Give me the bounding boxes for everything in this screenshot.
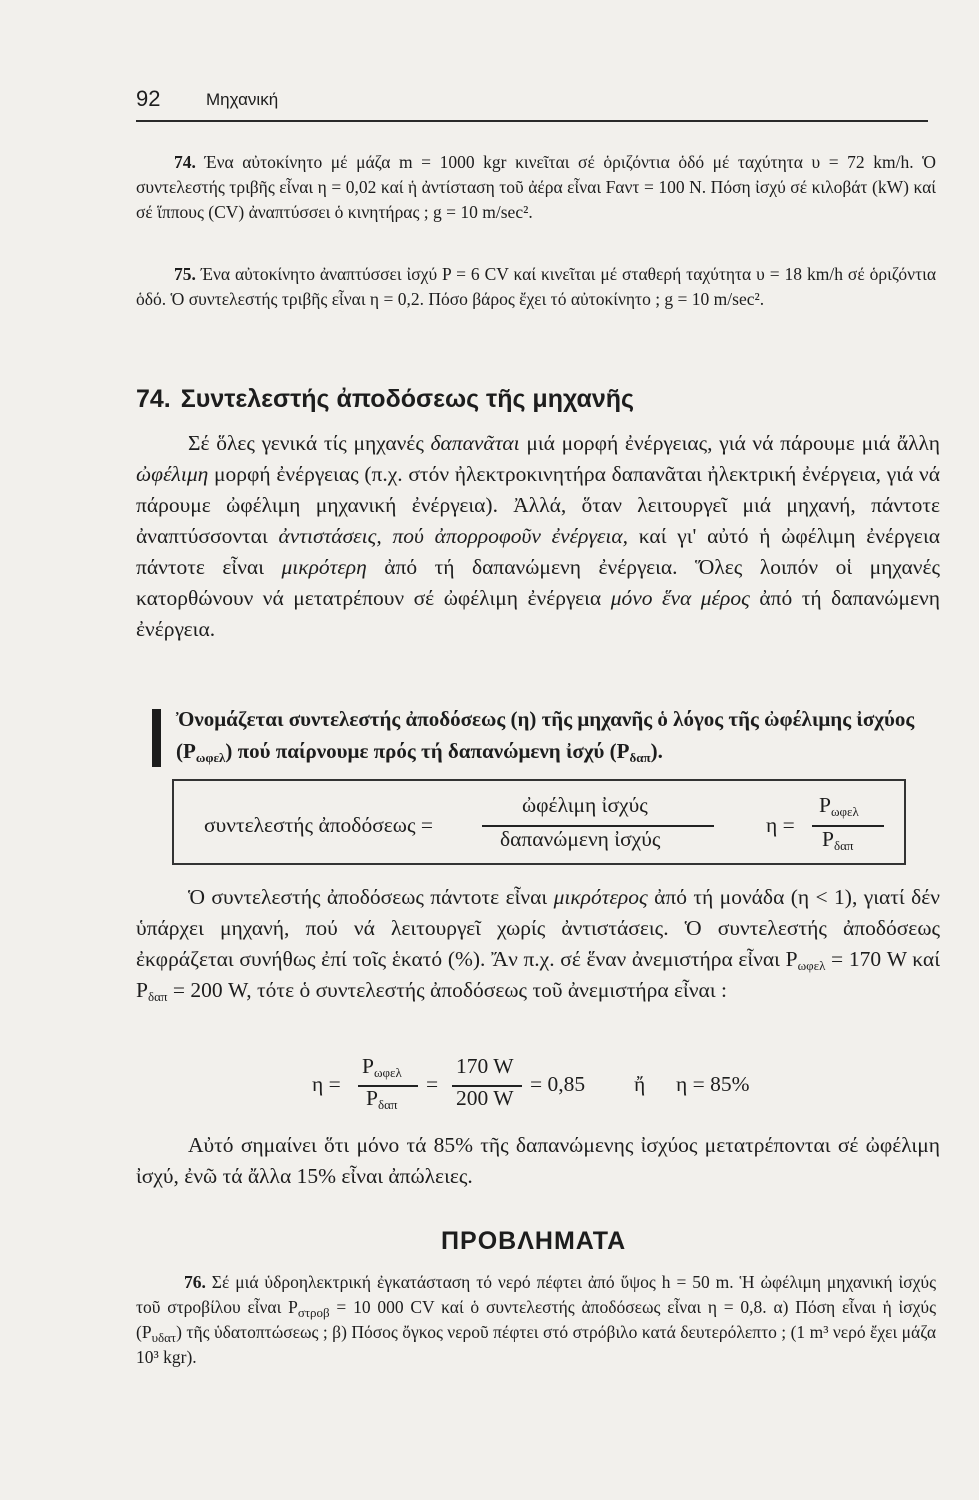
p2-text-3: = 170 W καί P (136, 947, 940, 1002)
paragraph-intro (136, 428, 940, 645)
formula-lhs: συντελεστής ἀποδόσεως = (204, 813, 433, 837)
efficiency-formula-box (172, 779, 906, 865)
p76-text-3: ) τῆς ὑδατοπτώσεως ; β) Πόσος ὄγκος νεροῦ πέφτει στό στρόβιλο κατά δευτερόλεπτο ; (1 m³ νερό ἔχει μάζα 10³ kgr). (136, 1322, 936, 1367)
p1-text-3: μορφή ἐνέργειας (π.χ. στόν ἠλεκτροκινητήρα δαπανᾶται ἠλεκτρική ἐνέργεια, γιά νά πάρουμε ὠφέλιμη μηχανική ἐνέργεια). Ἀλλά, ὅταν λειτουργεῖ μιά μηχανή, πάντοτε ἀναπτύσσονται (136, 462, 940, 548)
p1-emph-4: μικρότερη (281, 555, 367, 579)
formula-num-P: P (819, 793, 831, 817)
formula-den-P: P (822, 827, 834, 851)
def-part-1: Ὀνομάζεται συντελεστής ἀποδόσεως (η) τῆς μηχανῆς ὁ λόγος τῆς ὠφέλιμης ἰσχύος (P (176, 707, 915, 763)
p76-sub-2: υδατ (151, 1330, 177, 1345)
p1-text-2: μιά μορφή ἐνέργειας, γιά νά πάρουμε μιά ἄλλη (519, 431, 940, 455)
def-part-2: ) πού παίρνουμε πρός τή δαπανώμενη ἰσχύ (P (225, 739, 630, 763)
page-header (136, 84, 928, 122)
def-sub-2: δαπ (629, 750, 651, 765)
p1-emph-1: δαπανᾶται (430, 431, 520, 455)
p1-text-6: ἀπό τή δαπανώμενη ἐνέργεια. (136, 586, 940, 641)
example-den-value: 200 W (456, 1086, 514, 1110)
p1-text-5: ἀπό τή δαπανώμενη ἐνέργεια. Ὅλες λοιπόν οἱ μηχανές κατορθώνουν νά μετατρέπουν σέ ὠφέλιμη ἐνέργεια (136, 555, 940, 610)
definition-marker-bar (152, 709, 161, 767)
problem-74-text: Ένα αὐτοκίνητο μέ μάζα m = 1000 kgr κινεῖται σέ ὁριζόντια ὁδό μέ ταχύτητα υ = 72 km/h. Ὁ συντελεστής τριβῆς εἶναι η = 0,02 καί ἡ ἀντίσταση τοῦ ἀέρα εἶναι Fαντ = 100 N. Πόση ἰσχύ σέ κιλοβάτ (kW) καί σέ ἵππους (CV) ἀναπτύσσει ὁ κινητήρας ; g = 10 m/sec². (136, 152, 937, 222)
p2-sub-1: ωφελ (797, 958, 826, 973)
p1-text-1: Σέ ὅλες γενικά τίς μηχανές (188, 431, 431, 455)
example-eta: η = (312, 1072, 341, 1096)
section-number: 74. (136, 385, 171, 413)
example-result: = 0,85 (530, 1072, 586, 1096)
example-equals: = (426, 1072, 439, 1096)
problems-title: ΠΡΟΒΛΗΜΑΤΑ (441, 1227, 627, 1255)
p2-emph-1: μικρότερος (553, 885, 648, 909)
page-number: 92 (136, 86, 161, 111)
formula-denominator: δαπανώμενη ἰσχύς (500, 827, 661, 851)
p76-sub-1: στροβ (297, 1305, 330, 1320)
formula-den-symbol (822, 827, 853, 852)
problem-74 (136, 150, 936, 225)
p1-emph-5: μόνο ἕνα μέρος (610, 586, 750, 610)
p2-text-1: Ὁ συντελεστής ἀποδόσεως πάντοτε εἶναι (188, 885, 554, 909)
problem-75 (136, 262, 936, 312)
example-num-sub: ωφελ (373, 1065, 402, 1080)
running-title: Μηχανική (206, 90, 279, 109)
p2-text-4: = 200 W, τότε ὁ συντελεστής ἀποδόσεως τοῦ ἀνεμιστήρα εἶναι : (167, 978, 727, 1002)
problem-76-number: 76. (184, 1272, 206, 1292)
definition-text (176, 703, 946, 767)
formula-numerator: ὠφέλιμη ἰσχύς (522, 793, 648, 817)
problem-75-text: Ένα αὐτοκίνητο ἀναπτύσσει ἰσχύ P = 6 CV καί κινεῖται μέ σταθερή ταχύτητα υ = 18 km/h σέ ὁριζόντια ὁδό. Ὁ συντελεστής τριβῆς εἶναι η = 0,2. Πόσο βάρος ἔχει τό αὐτοκίνητο ; g = 10 m/sec². (136, 264, 936, 309)
example-num-symbol (362, 1054, 402, 1079)
def-part-3: ). (650, 739, 663, 763)
paragraph-conclusion (136, 1130, 940, 1192)
p3-text: Αὐτό σημαίνει ὅτι μόνο τά 85% τῆς δαπανώμενης ἰσχύος μετατρέπονται σέ ὠφέλιμη ἰσχύ, ἐνῶ τά ἄλλα 15% εἶναι ἀπώλειες. (136, 1133, 940, 1188)
problem-76 (136, 1270, 936, 1370)
formula-num-sub: ωφελ (830, 804, 859, 819)
p2-text-2: ἀπό τή μονάδα (η < 1), γιατί δέν ὑπάρχει μηχανή, πού νά λειτουργεῖ χωρίς ἀντιστάσεις. Ὁ συντελεστής ἀποδόσεως ἐκφράζεται συνήθως ἐπί τοῖς ἑκατό (%). Ἄν π.χ. σέ ἕναν ἀνεμιστήρα εἶναι P (136, 885, 940, 971)
p76-text-1: Σέ μιά ὑδροηλεκτρική ἐγκατάσταση τό νερό πέφτει ἀπό ὕψος h = 50 m. Ἡ ὠφέλιμη μηχανική ἰσχύς τοῦ στροβίλου εἶναι P (136, 1272, 937, 1317)
problem-74-number: 74. (174, 152, 196, 172)
example-or: ἤ (634, 1072, 646, 1096)
formula-eta: η = (766, 813, 795, 837)
paragraph-explanation (136, 882, 940, 1006)
def-sub-1: ωφελ (195, 750, 226, 765)
section-heading (136, 385, 634, 414)
p1-emph-3: ἀντιστάσεις, πού ἀπορροφοῦν ἐνέργεια, (278, 524, 629, 548)
example-den-P: P (366, 1086, 378, 1110)
p1-emph-2: ὠφέλιμη (136, 462, 209, 486)
p76-text-2: = 10 000 CV καί ὁ συντελεστής ἀποδόσεως εἶναι η = 0,8. α) Πόση εἶναι ἡ ἰσχύς (P (136, 1297, 936, 1342)
formula-num-symbol (819, 793, 859, 818)
problem-75-number: 75. (174, 264, 196, 284)
p2-sub-2: δαπ (147, 989, 168, 1004)
example-num-value: 170 W (456, 1054, 514, 1078)
formula-den-sub: δαπ (833, 838, 854, 853)
example-den-symbol (366, 1086, 397, 1111)
example-percent: η = 85% (676, 1072, 750, 1096)
example-num-P: P (362, 1054, 374, 1078)
example-den-sub: δαπ (377, 1097, 398, 1112)
p1-text-4: καί γι' αὐτό ἡ ὠφέλιμη ἐνέργεια πάντοτε εἶναι (136, 524, 940, 579)
section-title: Συντελεστής ἀποδόσεως τῆς μηχανῆς (180, 385, 635, 413)
